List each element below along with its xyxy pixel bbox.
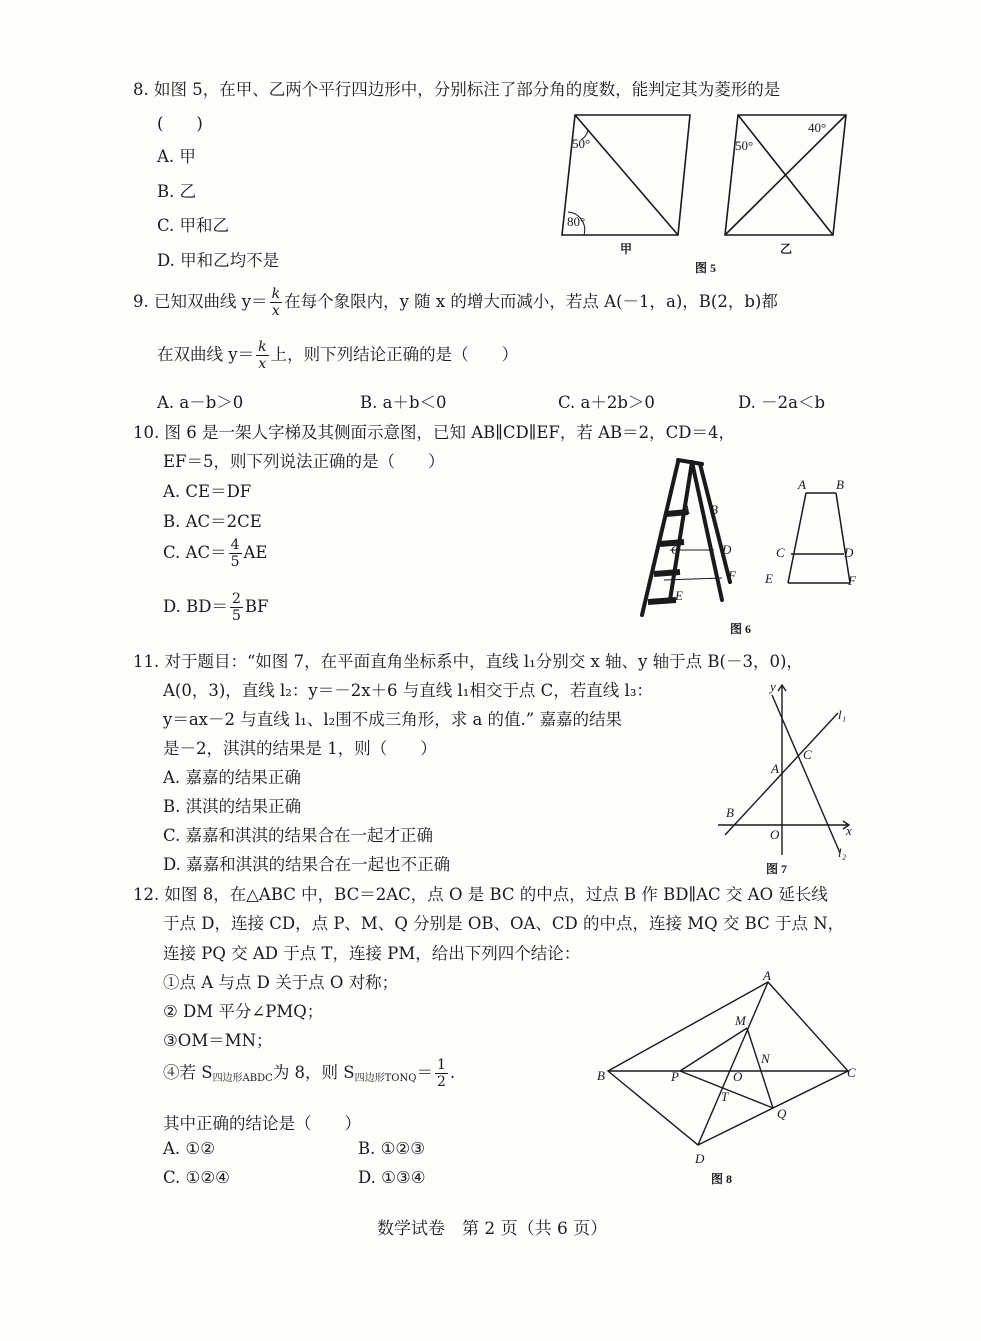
figure-6-diagram [730, 475, 860, 645]
q9-option-a: A. a－b＞0 [157, 393, 244, 412]
figure-6-caption: 图 6 [730, 622, 752, 636]
svg-text:O: O [770, 827, 780, 842]
q8-option-d: D. 甲和乙均不是 [157, 251, 280, 270]
q9-option-d: D. －2a＜b [738, 393, 826, 412]
side-left [788, 493, 806, 583]
svg-text:Q: Q [777, 1106, 787, 1121]
q8-stem: 8. 如图 5，在甲、乙两个平行四边形中，分别标注了部分角的度数，能判定其为菱形的是 [133, 80, 781, 99]
q10-option-b: B. AC＝2CE [163, 512, 262, 531]
svg-text:C: C [671, 542, 680, 557]
q10-option-d: D. BD＝ $\frac{2}{5}$ BF [163, 591, 269, 624]
q9-option-c: C. a＋2b＞0 [558, 393, 655, 412]
svg-text:B: B [836, 477, 844, 492]
figure-7 [710, 675, 860, 880]
q12-conclusion-3: ③OM＝MN； [163, 1031, 273, 1050]
q11-line4: 是－2，淇淇的结果是 1，则（ ） [163, 739, 437, 758]
svg-text:C: C [847, 1065, 856, 1080]
svg-text:y: y [770, 679, 776, 694]
q12-option-b: B. ①②③ [358, 1139, 425, 1158]
q12-conclusion-4: ④若 $S_{四边形ABDC}$为 8，则 $S_{四边形TONQ}=$ $\frac{1}{2}$ . [163, 1057, 456, 1090]
svg-text:F: F [728, 568, 736, 583]
side-right [836, 493, 850, 583]
svg-text:D: D [844, 545, 854, 560]
quadrilateral-abdc [608, 982, 848, 1145]
q8-option-b: B. 乙 [157, 182, 197, 201]
diagonal-yi-2 [725, 115, 846, 235]
q10-line2: EF＝5，则下列说法正确的是（ ） [163, 452, 445, 471]
q11-line2: A(0，3)，直线 l₂：y＝－2x＋6 与直线 l₁相交于点 C，若直线 l₃： [163, 681, 653, 700]
svg-text:M: M [735, 1013, 746, 1028]
figure-8 [595, 965, 870, 1190]
svg-text:T: T [721, 1089, 729, 1104]
q9-line2: 在双曲线 y＝ $\frac{k}{x}$ 上，则下列结论正确的是（ ） [157, 339, 519, 372]
angle-jia-bottom: 80° [567, 214, 586, 229]
q11-option-b: B. 淇淇的结果正确 [163, 797, 302, 816]
q12-ask: 其中正确的结论是（ ） [163, 1114, 361, 1133]
q10-option-c: C. AC＝ $\frac{4}{5}$ AE [163, 537, 268, 570]
svg-text:A: A [771, 761, 779, 776]
svg-text:B: B [597, 1068, 605, 1083]
q8-blank: ( ) [157, 114, 203, 133]
q11-line1: 11. 对于题目：“如图 7，在平面直角坐标系中，直线 l₁分别交 x 轴、y 轴于点 B(－3，0)， [133, 652, 803, 671]
svg-text:A: A [798, 477, 806, 492]
label-jia: 甲 [620, 242, 633, 256]
svg-text:E: E [765, 571, 773, 586]
q11-line3: y＝ax－2 与直线 l₁、l₂围不成三角形，求 a 的值.” 嘉嘉的结果 [163, 710, 622, 729]
q11-option-c: C. 嘉嘉和淇淇的结果合在一起才正确 [163, 826, 434, 845]
svg-text:B: B [710, 502, 718, 517]
svg-text:C: C [776, 545, 785, 560]
svg-text:C: C [803, 747, 812, 762]
figure-8-caption: 图 8 [711, 1172, 733, 1186]
svg-text:F: F [848, 573, 856, 588]
svg-text:D: D [722, 542, 732, 557]
diagonal-jia [575, 115, 678, 235]
segment-pm [680, 1028, 747, 1071]
q12-conclusion-2: ② DM 平分∠PMQ； [163, 1002, 324, 1021]
figure-7-caption: 图 7 [766, 862, 788, 876]
q12-line3: 连接 PQ 交 AD 于点 T，连接 PM，给出下列四个结论： [163, 944, 581, 963]
q12-conclusion-1: ①点 A 与点 D 关于点 O 对称； [163, 973, 399, 992]
q8-option-c: C. 甲和乙 [157, 216, 230, 235]
q10-line1: 10. 图 6 是一架人字梯及其侧面示意图，已知 AB∥CD∥EF，若 AB＝2，CD＝4， [133, 423, 735, 442]
figure-5-caption: 图 5 [695, 261, 717, 275]
segment-ad [698, 982, 768, 1145]
svg-text:B: B [726, 805, 734, 820]
ladder-step-4 [648, 600, 676, 602]
figure-5 [550, 100, 860, 280]
svg-text:l₂: l₂ [838, 845, 847, 860]
label-yi: 乙 [780, 242, 793, 256]
q11-option-d: D. 嘉嘉和淇淇的结果合在一起也不正确 [163, 855, 451, 874]
svg-text:l₁: l₁ [838, 707, 847, 722]
q11-option-a: A. 嘉嘉的结果正确 [163, 768, 301, 787]
ladder-illustration [630, 450, 740, 625]
svg-text:N: N [761, 1051, 770, 1066]
q9-option-b: B. a＋b＜0 [360, 393, 447, 412]
q9-line1: 9. 已知双曲线 y＝ $\frac{k}{x}$ 在每个象限内，y 随 x 的增大而减小，若点 A(－1，a)，B(2，b)都 [133, 286, 778, 319]
svg-text:P: P [671, 1069, 679, 1084]
svg-text:A: A [682, 502, 690, 517]
q8-option-a: A. 甲 [157, 147, 196, 166]
svg-text:A: A [763, 968, 771, 983]
q12-line2: 于点 D，连接 CD，点 P、M、Q 分别是 OB、OA、CD 的中点，连接 MQ 交 BC 于点 N， [163, 914, 845, 933]
segment-mq [747, 1028, 773, 1108]
q12-line1: 12. 如图 8，在△ABC 中，BC＝2AC，点 O 是 BC 的中点，过点 B 作 BD∥AC 交 AO 延长线 [133, 885, 828, 904]
angle-yi-right: 40° [808, 120, 827, 135]
q12-option-d: D. ①③④ [358, 1168, 426, 1187]
q12-option-a: A. ①② [163, 1139, 215, 1158]
q12-option-c: C. ①②④ [163, 1168, 230, 1187]
ladder-step-3 [654, 572, 680, 574]
angle-jia-top: 50° [572, 136, 591, 151]
svg-text:E: E [675, 588, 683, 603]
page-footer: 数学试卷 第 2 页（共 6 页） [377, 1219, 608, 1239]
svg-text:O: O [733, 1069, 743, 1084]
angle-yi-left: 50° [735, 138, 754, 153]
svg-text:D: D [695, 1151, 705, 1166]
q10-option-a: A. CE＝DF [163, 482, 252, 501]
svg-text:x: x [846, 823, 852, 838]
